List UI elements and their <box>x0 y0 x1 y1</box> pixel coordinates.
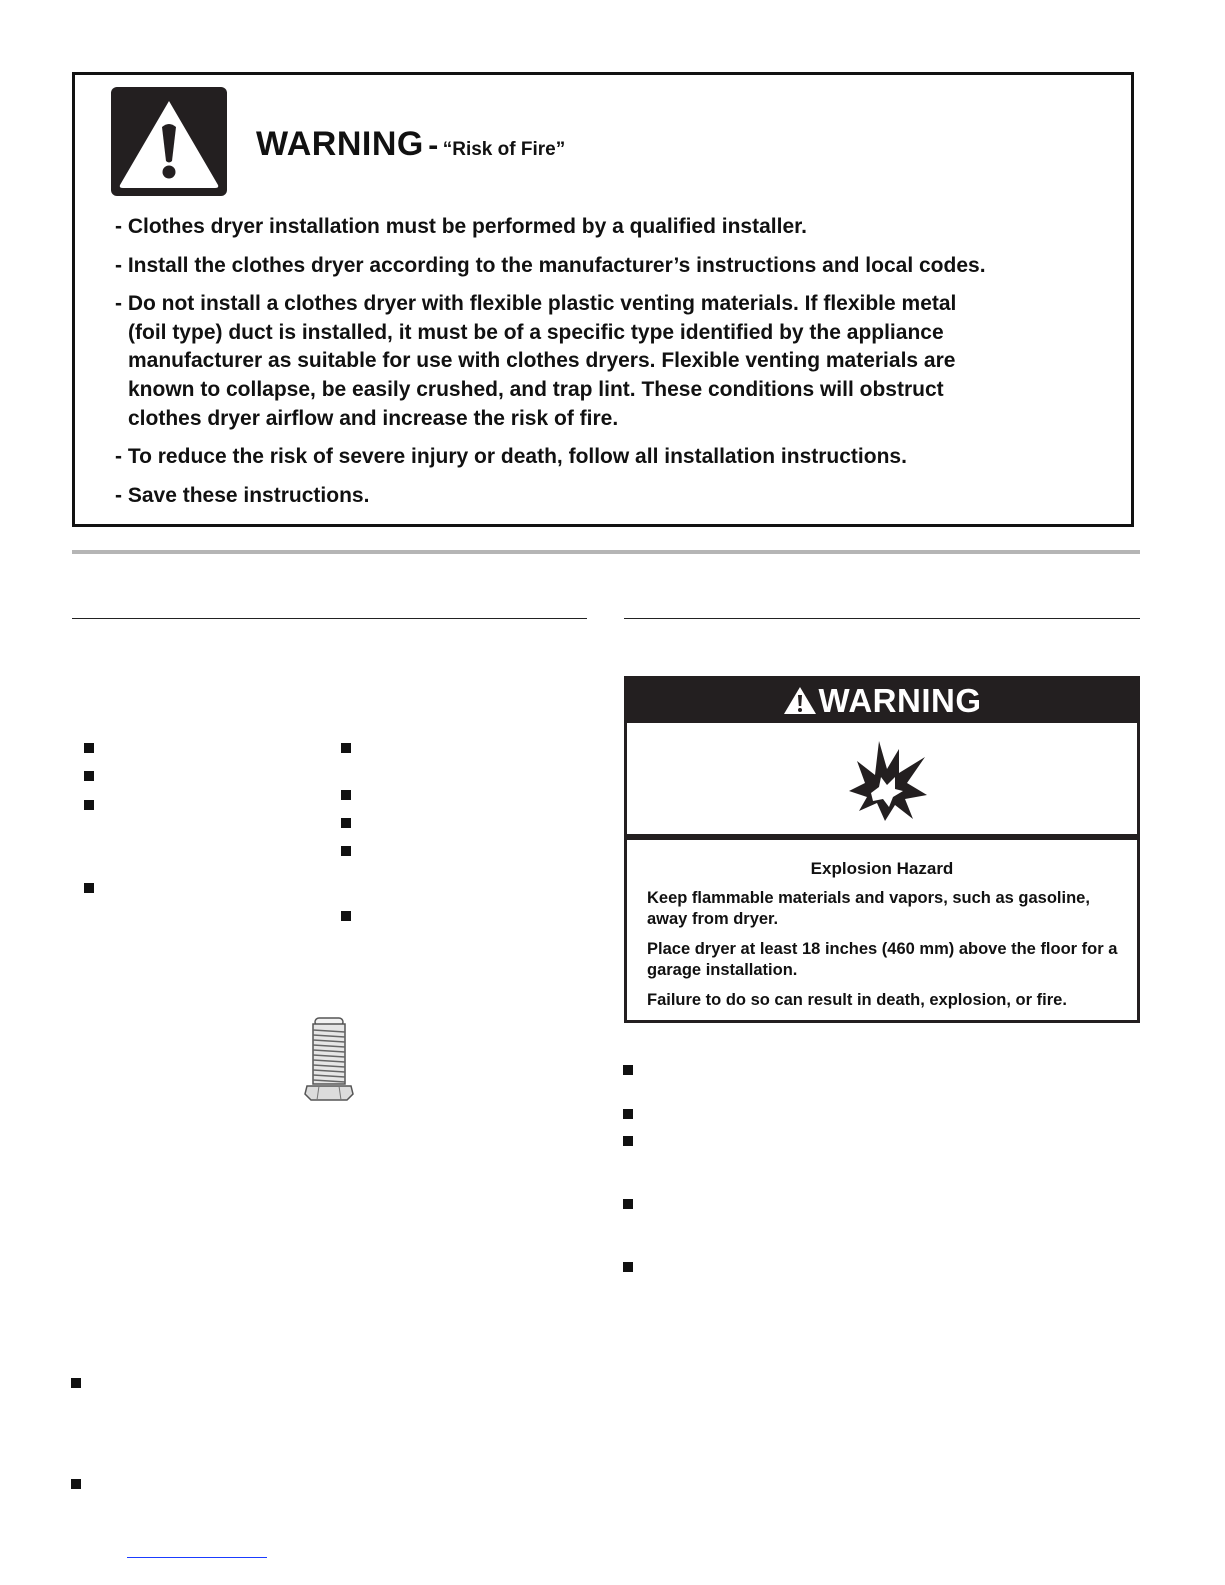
bullet-square-icon <box>84 743 94 753</box>
leveling-leg-icon <box>303 1016 355 1107</box>
bullet-square-icon <box>341 846 351 856</box>
warning-panel-header <box>624 676 1140 723</box>
warning-word: WARNING <box>256 125 424 163</box>
left-column-rule <box>72 618 587 619</box>
bullet-square-icon <box>341 911 351 921</box>
fire-warning-text: - To reduce the risk of severe injury or death, follow all installation instructions. <box>115 445 907 469</box>
explosion-instruction-1: Keep flammable materials and vapors, such as gasoline, away from dryer. <box>647 889 1090 928</box>
fire-warning-text: (foil type) duct is installed, it must be of a specific type identified by the appliance <box>128 320 944 344</box>
warning-panel-title: WARNING <box>818 682 982 719</box>
bullet-square-icon <box>623 1199 633 1209</box>
bullet-square-icon <box>341 743 351 753</box>
fire-warning-text: - Save these instructions. <box>115 483 370 507</box>
explosion-warning-panel <box>624 676 1140 1023</box>
warning-triangle-icon <box>111 87 227 196</box>
fire-warning-heading <box>256 125 565 164</box>
bullet-square-icon <box>71 1479 81 1489</box>
heading-separator: - <box>428 129 439 162</box>
bullet-square-icon <box>623 1109 633 1119</box>
fire-warning-list <box>115 213 1115 520</box>
bullet-square-icon <box>84 800 94 810</box>
section-divider <box>72 550 1140 554</box>
bullet-square-icon <box>84 771 94 781</box>
fire-warning-text: - Clothes dryer installation must be performed by a qualified installer. <box>115 215 807 238</box>
link-underline[interactable] <box>127 1557 267 1558</box>
explosion-consequence: Failure to do so can result in death, explosion, or fire. <box>647 991 1067 1009</box>
alert-triangle-icon <box>783 685 817 715</box>
bullet-square-icon <box>623 1136 633 1146</box>
bullet-square-icon <box>71 1378 81 1388</box>
bullet-square-icon <box>623 1262 633 1272</box>
fire-warning-text: - Do not install a clothes dryer with flexible plastic venting materials. If flexible metal <box>115 292 957 316</box>
fire-warning-text: - Install the clothes dryer according to the manufacturer’s instructions and local codes. <box>115 253 986 277</box>
bullet-square-icon <box>341 818 351 828</box>
right-column-rule <box>624 618 1140 619</box>
fire-warning-text: manufacturer as suitable for use with clothes dryers. Flexible venting materials are <box>128 349 956 373</box>
fire-warning-text: clothes dryer airflow and increase the risk of fire. <box>128 406 619 430</box>
bullet-square-icon <box>84 883 94 893</box>
bullet-square-icon <box>341 790 351 800</box>
fire-warning-item <box>115 443 1115 472</box>
fire-warning-item <box>115 482 1115 511</box>
explosion-hazard-title: Explosion Hazard <box>810 859 954 878</box>
fire-warning-item <box>115 290 1115 433</box>
explosion-instruction-2: Place dryer at least 18 inches (460 mm) above the floor for a garage installation. <box>647 940 1118 979</box>
fire-warning-item <box>115 252 1115 281</box>
risk-of-fire-subheading: “Risk of Fire” <box>442 139 566 160</box>
explosion-picture-frame <box>624 723 1140 837</box>
fire-warning-text: known to collapse, be easily crushed, and trap lint. These conditions will obstruct <box>128 377 944 401</box>
fire-warning-item <box>115 213 1115 242</box>
bullet-square-icon <box>623 1065 633 1075</box>
explosion-icon <box>841 737 931 826</box>
